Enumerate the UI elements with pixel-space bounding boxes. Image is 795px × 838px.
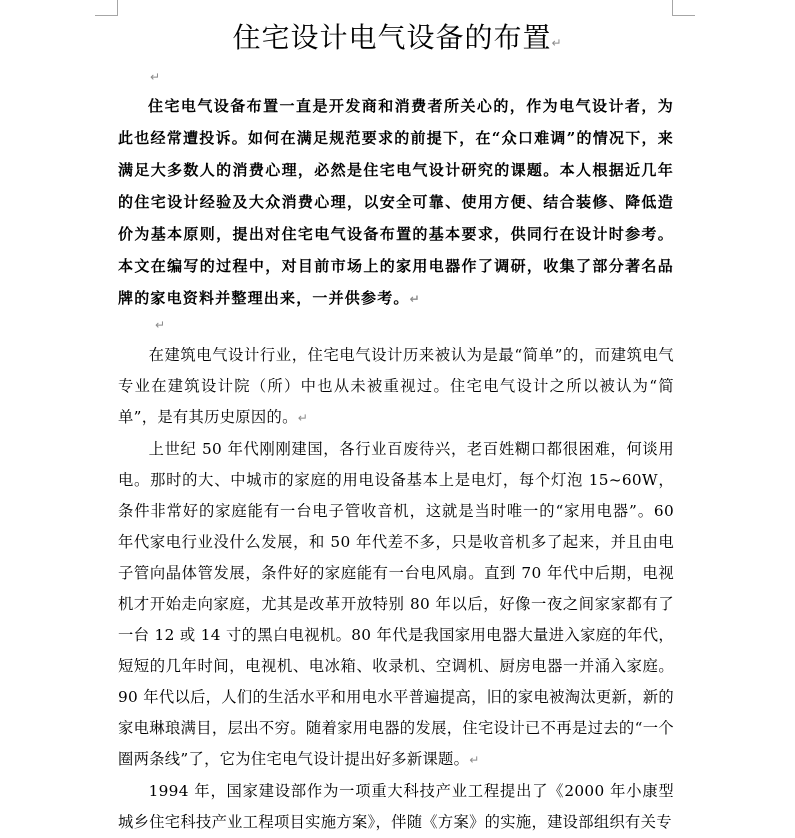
body-paragraph[interactable] <box>118 340 674 434</box>
paragraph-mark-icon: ↵ <box>551 36 563 50</box>
paragraph-mark-icon: ↵ <box>297 411 309 425</box>
crop-mark-right-horizontal <box>672 15 695 16</box>
abstract-text: 住宅电气设备布置一直是开发商和消费者所关心的，作为电气设计者，为此也经常遭投诉。如何在满足规范要求的前提下，在“众口难调”的情况下，来满足大多数人的消费心理，必然是住宅电气设计研究的课题。本人根据近几年的住宅设计经验及大众消费心理，以安全可靠、使用方便、结合装修、降低造价为基本原则，提出对住宅电气设备布置的基本要求，供同行在设计时参考。本文在编写的过程中，对目前市场上的家用电器作了调研，收集了部分著名品牌的家电资料并整理出来，一并供参考。 <box>118 97 674 307</box>
paragraph-mark-icon: ↵ <box>150 70 161 84</box>
body-paragraph-text: 1994 年，国家建设部作为一项重大科技产业工程提出了《2000 年小康型城乡住宅科技产业工程项目实施方案》，伴随《方案》的实施，建设部组织有关专 <box>118 782 674 831</box>
body-paragraph[interactable] <box>118 434 674 776</box>
body-paragraph-text: 上世纪 50 年代刚刚建国，各行业百废待兴，老百姓糊口都很困难，何谈用电。那时的大、中城市的家庭的用电设备基本上是电灯，每个灯泡 15~60W，条件非常好的家庭能有一台电子管收音机，这就是当时唯一的“家用电器”。60 年代家电行业没什么发展，和 50 年代差不多，只是收音机多了起来，并且由电子管向晶体管发展，条件好的家庭能有一台电风扇。直到 70 年代中后期，电视机才开始走向家庭，尤其是改革开放特别 80 年以后，好像一夜之间家家都有了一台 12 或 14 寸的黑白电视机。80 年代是我国家用电器大量进入家庭的年代，短短的几年时间，电视机、电冰箱、收录机、空调机、厨房电器一并涌入家庭。90 年代以后，人们的生活水平和用电水平普遍提高，旧的家电被淘汰更新，新的家电琳琅满目，层出不穷。随着家用电器的发展，住宅设计已不再是过去的“一个圈两条线”了，它为住宅电气设计提出好多新课题。 <box>118 440 674 768</box>
empty-paragraph[interactable] <box>150 66 160 85</box>
paragraph-mark-icon: ↵ <box>469 753 480 767</box>
document-title-text: 住宅设计电气设备的布置 <box>232 21 552 54</box>
body-paragraph-text: 在建筑电气设计行业，住宅电气设计历来被认为是最“简单”的，而建筑电气专业在建筑设计院（所）中也从未被重视过。住宅电气设计之所以被认为“简单”，是有其历史原因的。 <box>118 346 674 426</box>
paragraph-mark-icon: ↵ <box>155 318 166 332</box>
crop-mark-left-vertical <box>117 0 118 15</box>
abstract-paragraph[interactable] <box>118 90 674 315</box>
document-title[interactable] <box>0 18 795 63</box>
crop-mark-left-horizontal <box>95 15 118 16</box>
body-paragraph[interactable] <box>118 776 674 838</box>
empty-paragraph[interactable] <box>155 314 165 333</box>
document-body <box>118 340 674 838</box>
paragraph-mark-icon: ↵ <box>409 292 421 306</box>
crop-mark-right-vertical <box>672 0 673 15</box>
